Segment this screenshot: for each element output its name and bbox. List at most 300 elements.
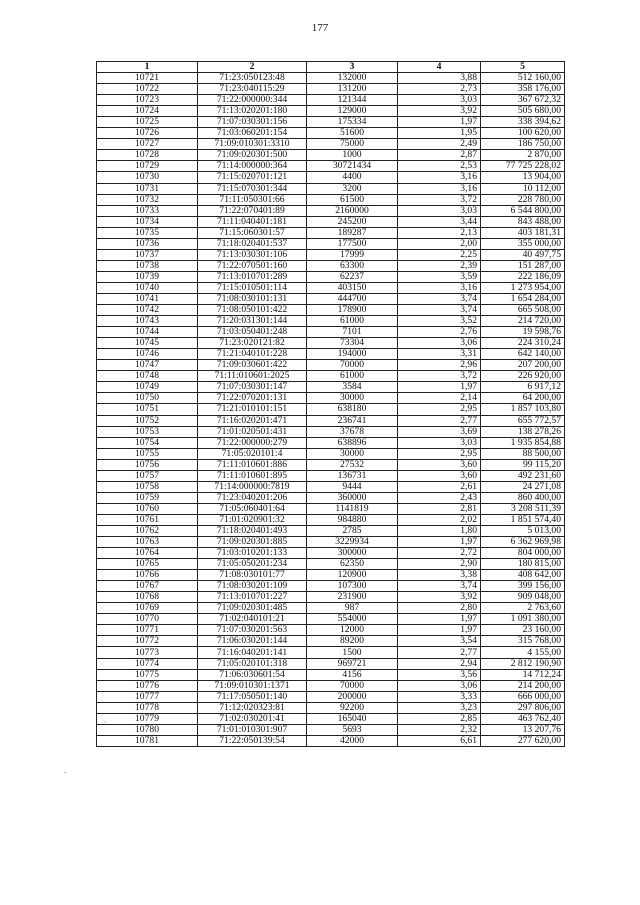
table-row — [97, 603, 565, 614]
rate-cell: 2,25 — [398, 249, 481, 260]
area-cell: 1000 — [307, 150, 398, 161]
row-number-cell: 10722 — [97, 84, 198, 95]
area-cell: 200000 — [307, 691, 398, 702]
cadastral-number-cell: 71:18:020401:537 — [198, 238, 307, 249]
rate-cell: 3,60 — [398, 459, 481, 470]
row-number-cell: 10774 — [97, 658, 198, 669]
cadastral-number-cell: 71:13:010701:289 — [198, 271, 307, 282]
value-cell: 207 200,00 — [481, 360, 565, 371]
row-number-cell: 10744 — [97, 327, 198, 338]
cadastral-number-cell: 71:15:070301:344 — [198, 183, 307, 194]
area-cell: 61500 — [307, 194, 398, 205]
value-cell: 24 271,08 — [481, 481, 565, 492]
cadastral-number-cell: 71:08:030201:109 — [198, 581, 307, 592]
value-cell: 358 176,00 — [481, 84, 565, 95]
value-cell: 403 181,31 — [481, 227, 565, 238]
area-cell: 62237 — [307, 271, 398, 282]
value-cell: 2 870,00 — [481, 150, 565, 161]
row-number-cell: 10766 — [97, 570, 198, 581]
area-cell: 61000 — [307, 316, 398, 327]
table-row — [97, 525, 565, 536]
value-cell: 214 720,00 — [481, 316, 565, 327]
table-row — [97, 592, 565, 603]
table-header-row — [97, 62, 565, 73]
table-row — [97, 260, 565, 271]
cadastral-number-cell: 71:14:000000:364 — [198, 161, 307, 172]
table-row — [97, 305, 565, 316]
value-cell: 1 273 954,00 — [481, 282, 565, 293]
table-row — [97, 537, 565, 548]
table-row — [97, 338, 565, 349]
rate-cell: 2,85 — [398, 713, 481, 724]
rate-cell: 3,59 — [398, 271, 481, 282]
column-header: 4 — [398, 62, 481, 73]
cadastral-number-cell: 71:05:060401:64 — [198, 503, 307, 514]
area-cell: 638180 — [307, 404, 398, 415]
cadastral-number-cell: 71:09:010301:1371 — [198, 680, 307, 691]
value-cell: 4 155,00 — [481, 647, 565, 658]
value-cell: 338 394,62 — [481, 117, 565, 128]
cadastral-number-cell: 71:23:040115:29 — [198, 84, 307, 95]
table-row — [97, 194, 565, 205]
cadastral-number-cell: 71:14:000000:7819 — [198, 481, 307, 492]
cadastral-number-cell: 71:13:010701:227 — [198, 592, 307, 603]
rate-cell: 3,06 — [398, 680, 481, 691]
table-row — [97, 470, 565, 481]
area-cell: 360000 — [307, 492, 398, 503]
table-row — [97, 658, 565, 669]
table-row — [97, 404, 565, 415]
cadastral-number-cell: 71:05:050201:234 — [198, 559, 307, 570]
table-row — [97, 139, 565, 150]
value-cell: 214 200,00 — [481, 680, 565, 691]
value-cell: 2 812 190,90 — [481, 658, 565, 669]
row-number-cell: 10731 — [97, 183, 198, 194]
area-cell: 175334 — [307, 117, 398, 128]
area-cell: 1141819 — [307, 503, 398, 514]
row-number-cell: 10745 — [97, 338, 198, 349]
value-cell: 186 750,00 — [481, 139, 565, 150]
cadastral-number-cell: 71:23:050123:48 — [198, 73, 307, 84]
table-row — [97, 636, 565, 647]
value-cell: 222 186,09 — [481, 271, 565, 282]
value-cell: 804 000,00 — [481, 548, 565, 559]
table-row — [97, 503, 565, 514]
value-cell: 642 140,00 — [481, 349, 565, 360]
table-row — [97, 293, 565, 304]
rate-cell: 2,94 — [398, 658, 481, 669]
table-row — [97, 282, 565, 293]
cadastral-number-cell: 71:05:020101:4 — [198, 448, 307, 459]
rate-cell: 3,16 — [398, 172, 481, 183]
rate-cell: 2,13 — [398, 227, 481, 238]
area-cell: 1500 — [307, 647, 398, 658]
row-number-cell: 10769 — [97, 603, 198, 614]
row-number-cell: 10762 — [97, 525, 198, 536]
cadastral-number-cell: 71:03:060201:154 — [198, 128, 307, 139]
rate-cell: 1,95 — [398, 128, 481, 139]
area-cell: 245200 — [307, 216, 398, 227]
column-header: 1 — [97, 62, 198, 73]
rate-cell: 3,72 — [398, 371, 481, 382]
row-number-cell: 10780 — [97, 724, 198, 735]
table-row — [97, 150, 565, 161]
cadastral-number-cell: 71:22:070201:131 — [198, 393, 307, 404]
row-number-cell: 10733 — [97, 205, 198, 216]
value-cell: 6 362 969,98 — [481, 537, 565, 548]
rate-cell: 2,49 — [398, 139, 481, 150]
area-cell: 89200 — [307, 636, 398, 647]
cadastral-number-cell: 71:11:050301:66 — [198, 194, 307, 205]
area-cell: 178900 — [307, 305, 398, 316]
rate-cell: 3,03 — [398, 205, 481, 216]
table-row — [97, 415, 565, 426]
table-row — [97, 249, 565, 260]
table-row — [97, 349, 565, 360]
rate-cell: 2,96 — [398, 360, 481, 371]
value-cell: 399 156,00 — [481, 581, 565, 592]
rate-cell: 2,90 — [398, 559, 481, 570]
table-row — [97, 713, 565, 724]
rate-cell: 1,97 — [398, 614, 481, 625]
row-number-cell: 10756 — [97, 459, 198, 470]
row-number-cell: 10779 — [97, 713, 198, 724]
value-cell: 224 310,24 — [481, 338, 565, 349]
area-cell: 70000 — [307, 680, 398, 691]
value-cell: 138 278,26 — [481, 426, 565, 437]
table-row — [97, 106, 565, 117]
scan-speck: · — [104, 718, 107, 727]
value-cell: 13 904,00 — [481, 172, 565, 183]
table-row — [97, 437, 565, 448]
area-cell: 30721434 — [307, 161, 398, 172]
area-cell: 107300 — [307, 581, 398, 592]
row-number-cell: 10768 — [97, 592, 198, 603]
cadastral-number-cell: 71:08:030101:131 — [198, 293, 307, 304]
table-row — [97, 691, 565, 702]
row-number-cell: 10737 — [97, 249, 198, 260]
cadastral-number-cell: 71:11:010601:895 — [198, 470, 307, 481]
table-row — [97, 724, 565, 735]
area-cell: 51600 — [307, 128, 398, 139]
value-cell: 6 544 800,00 — [481, 205, 565, 216]
value-cell: 1 091 380,00 — [481, 614, 565, 625]
area-cell: 984880 — [307, 514, 398, 525]
value-cell: 666 000,00 — [481, 691, 565, 702]
value-cell: 64 200,00 — [481, 393, 565, 404]
row-number-cell: 10740 — [97, 282, 198, 293]
rate-cell: 6,61 — [398, 735, 481, 746]
rate-cell: 2,14 — [398, 393, 481, 404]
table-row — [97, 205, 565, 216]
table-row — [97, 492, 565, 503]
rate-cell: 3,03 — [398, 95, 481, 106]
value-cell: 367 672,32 — [481, 95, 565, 106]
cadastral-number-cell: 71:01:010301:907 — [198, 724, 307, 735]
row-number-cell: 10743 — [97, 316, 198, 327]
value-cell: 228 780,00 — [481, 194, 565, 205]
area-cell: 27532 — [307, 459, 398, 470]
cadastral-number-cell: 71:08:050101:422 — [198, 305, 307, 316]
area-cell: 136731 — [307, 470, 398, 481]
value-cell: 19 598,76 — [481, 327, 565, 338]
table-row — [97, 625, 565, 636]
row-number-cell: 10736 — [97, 238, 198, 249]
row-number-cell: 10747 — [97, 360, 198, 371]
rate-cell: 3,52 — [398, 316, 481, 327]
rate-cell: 2,87 — [398, 150, 481, 161]
table-row — [97, 73, 565, 84]
row-number-cell: 10765 — [97, 559, 198, 570]
rate-cell: 3,56 — [398, 669, 481, 680]
rate-cell: 2,95 — [398, 404, 481, 415]
area-cell: 2160000 — [307, 205, 398, 216]
cadastral-number-cell: 71:23:040201:206 — [198, 492, 307, 503]
table-row — [97, 371, 565, 382]
value-cell: 512 160,00 — [481, 73, 565, 84]
rate-cell: 3,88 — [398, 73, 481, 84]
rate-cell: 3,69 — [398, 426, 481, 437]
rate-cell: 2,39 — [398, 260, 481, 271]
area-cell: 7101 — [307, 327, 398, 338]
row-number-cell: 10778 — [97, 702, 198, 713]
cadastral-number-cell: 71:15:060301:57 — [198, 227, 307, 238]
rate-cell: 2,43 — [398, 492, 481, 503]
table-row — [97, 316, 565, 327]
cadastral-number-cell: 71:05:020101:318 — [198, 658, 307, 669]
value-cell: 1 935 854,88 — [481, 437, 565, 448]
rate-cell: 3,03 — [398, 437, 481, 448]
cadastral-number-cell: 71:09:020301:885 — [198, 537, 307, 548]
cadastral-number-cell: 71:07:030301:156 — [198, 117, 307, 128]
cadastral-number-cell: 71:18:020401:493 — [198, 525, 307, 536]
rate-cell: 1,80 — [398, 525, 481, 536]
rate-cell: 3,38 — [398, 570, 481, 581]
table-row — [97, 459, 565, 470]
value-cell: 6 917,12 — [481, 382, 565, 393]
value-cell: 5 013,00 — [481, 525, 565, 536]
row-number-cell: 10721 — [97, 73, 198, 84]
value-cell: 408 642,00 — [481, 570, 565, 581]
row-number-cell: 10730 — [97, 172, 198, 183]
cadastral-number-cell: 71:12:020323:81 — [198, 702, 307, 713]
rate-cell: 3,23 — [398, 702, 481, 713]
rate-cell: 3,16 — [398, 183, 481, 194]
value-cell: 23 160,00 — [481, 625, 565, 636]
row-number-cell: 10749 — [97, 382, 198, 393]
cadastral-number-cell: 71:22:000000:279 — [198, 437, 307, 448]
area-cell: 5693 — [307, 724, 398, 735]
table-row — [97, 735, 565, 746]
table-row — [97, 84, 565, 95]
rate-cell: 2,77 — [398, 647, 481, 658]
row-number-cell: 10763 — [97, 537, 198, 548]
cadastral-number-cell: 71:07:030201:563 — [198, 625, 307, 636]
area-cell: 194000 — [307, 349, 398, 360]
rate-cell: 3,60 — [398, 470, 481, 481]
row-number-cell: 10752 — [97, 415, 198, 426]
area-cell: 62350 — [307, 559, 398, 570]
area-cell: 189287 — [307, 227, 398, 238]
table-row — [97, 238, 565, 249]
table-row — [97, 327, 565, 338]
area-cell: 300000 — [307, 548, 398, 559]
table-row — [97, 647, 565, 658]
cadastral-number-cell: 71:15:020701:121 — [198, 172, 307, 183]
area-cell: 4156 — [307, 669, 398, 680]
cadastral-number-cell: 71:16:020201:471 — [198, 415, 307, 426]
area-cell: 92200 — [307, 702, 398, 713]
value-cell: 40 497,75 — [481, 249, 565, 260]
rate-cell: 2,72 — [398, 548, 481, 559]
table-row — [97, 426, 565, 437]
area-cell: 444700 — [307, 293, 398, 304]
cadastral-number-cell: 71:09:030601:422 — [198, 360, 307, 371]
table-row — [97, 702, 565, 713]
value-cell: 2 763,60 — [481, 603, 565, 614]
value-cell: 226 920,00 — [481, 371, 565, 382]
row-number-cell: 10742 — [97, 305, 198, 316]
row-number-cell: 10777 — [97, 691, 198, 702]
row-number-cell: 10732 — [97, 194, 198, 205]
table-row — [97, 669, 565, 680]
table-row — [97, 614, 565, 625]
rate-cell: 3,74 — [398, 305, 481, 316]
area-cell: 30000 — [307, 393, 398, 404]
table-row — [97, 271, 565, 282]
cadastral-number-cell: 71:23:020121:82 — [198, 338, 307, 349]
rate-cell: 2,02 — [398, 514, 481, 525]
rate-cell: 3,74 — [398, 293, 481, 304]
row-number-cell: 10739 — [97, 271, 198, 282]
row-number-cell: 10741 — [97, 293, 198, 304]
area-cell: 61000 — [307, 371, 398, 382]
table-row — [97, 570, 565, 581]
table-body — [97, 73, 565, 747]
rate-cell: 2,32 — [398, 724, 481, 735]
area-cell: 638896 — [307, 437, 398, 448]
rate-cell: 2,77 — [398, 415, 481, 426]
area-cell: 42000 — [307, 735, 398, 746]
cadastral-number-cell: 71:08:030101:77 — [198, 570, 307, 581]
row-number-cell: 10771 — [97, 625, 198, 636]
value-cell: 492 231,60 — [481, 470, 565, 481]
value-cell: 665 508,00 — [481, 305, 565, 316]
row-number-cell: 10753 — [97, 426, 198, 437]
area-cell: 554000 — [307, 614, 398, 625]
table-row — [97, 448, 565, 459]
row-number-cell: 10764 — [97, 548, 198, 559]
cadastral-number-cell: 71:13:020201:180 — [198, 106, 307, 117]
area-cell: 165040 — [307, 713, 398, 724]
value-cell: 180 815,00 — [481, 559, 565, 570]
area-cell: 30000 — [307, 448, 398, 459]
cadastral-number-cell: 71:20:031301:144 — [198, 316, 307, 327]
row-number-cell: 10755 — [97, 448, 198, 459]
area-cell: 2785 — [307, 525, 398, 536]
cadastral-number-cell: 71:03:050401:248 — [198, 327, 307, 338]
cadastral-number-cell: 71:15:010501:114 — [198, 282, 307, 293]
row-number-cell: 10735 — [97, 227, 198, 238]
area-cell: 177500 — [307, 238, 398, 249]
row-number-cell: 10734 — [97, 216, 198, 227]
cadastral-number-cell: 71:11:040401:181 — [198, 216, 307, 227]
row-number-cell: 10757 — [97, 470, 198, 481]
row-number-cell: 10775 — [97, 669, 198, 680]
value-cell: 505 680,00 — [481, 106, 565, 117]
cadastral-number-cell: 71:01:020501:431 — [198, 426, 307, 437]
value-cell: 355 000,00 — [481, 238, 565, 249]
value-cell: 843 488,00 — [481, 216, 565, 227]
column-header: 5 — [481, 62, 565, 73]
column-header: 3 — [307, 62, 398, 73]
rate-cell: 3,33 — [398, 691, 481, 702]
row-number-cell: 10748 — [97, 371, 198, 382]
row-number-cell: 10761 — [97, 514, 198, 525]
cadastral-number-cell: 71:21:040101:228 — [198, 349, 307, 360]
row-number-cell: 10725 — [97, 117, 198, 128]
row-number-cell: 10723 — [97, 95, 198, 106]
cadastral-number-cell: 71:11:010601:2025 — [198, 371, 307, 382]
row-number-cell: 10726 — [97, 128, 198, 139]
area-cell: 969721 — [307, 658, 398, 669]
rate-cell: 3,92 — [398, 592, 481, 603]
row-number-cell: 10776 — [97, 680, 198, 691]
rate-cell: 3,31 — [398, 349, 481, 360]
area-cell: 37678 — [307, 426, 398, 437]
value-cell: 860 400,00 — [481, 492, 565, 503]
table-row — [97, 548, 565, 559]
table-row — [97, 393, 565, 404]
value-cell: 100 620,00 — [481, 128, 565, 139]
value-cell: 14 712,24 — [481, 669, 565, 680]
cadastral-number-cell: 71:03:010201:133 — [198, 548, 307, 559]
value-cell: 13 207,76 — [481, 724, 565, 735]
rate-cell: 1,97 — [398, 625, 481, 636]
value-cell: 99 115,20 — [481, 459, 565, 470]
rate-cell: 3,54 — [398, 636, 481, 647]
row-number-cell: 10758 — [97, 481, 198, 492]
area-cell: 63300 — [307, 260, 398, 271]
table-row — [97, 172, 565, 183]
area-cell: 73304 — [307, 338, 398, 349]
area-cell: 403150 — [307, 282, 398, 293]
cadastral-number-cell: 71:16:040201:141 — [198, 647, 307, 658]
cadastral-number-cell: 71:22:070501:160 — [198, 260, 307, 271]
value-cell: 77 725 228,02 — [481, 161, 565, 172]
rate-cell: 2,80 — [398, 603, 481, 614]
cadastral-number-cell: 71:06:030201:144 — [198, 636, 307, 647]
rate-cell: 2,00 — [398, 238, 481, 249]
value-cell: 10 112,00 — [481, 183, 565, 194]
value-cell: 277 620,00 — [481, 735, 565, 746]
table-row — [97, 128, 565, 139]
row-number-cell: 10781 — [97, 735, 198, 746]
table-row — [97, 183, 565, 194]
cadastral-number-cell: 71:22:000000:344 — [198, 95, 307, 106]
scan-speck: . — [64, 766, 66, 775]
rate-cell: 1,97 — [398, 537, 481, 548]
value-cell: 1 851 574,40 — [481, 514, 565, 525]
table-row — [97, 481, 565, 492]
rate-cell: 3,74 — [398, 581, 481, 592]
value-cell: 655 772,57 — [481, 415, 565, 426]
rate-cell: 2,81 — [398, 503, 481, 514]
area-cell: 231900 — [307, 592, 398, 603]
cadastral-number-cell: 71:02:040101:21 — [198, 614, 307, 625]
area-cell: 129000 — [307, 106, 398, 117]
table-row — [97, 382, 565, 393]
